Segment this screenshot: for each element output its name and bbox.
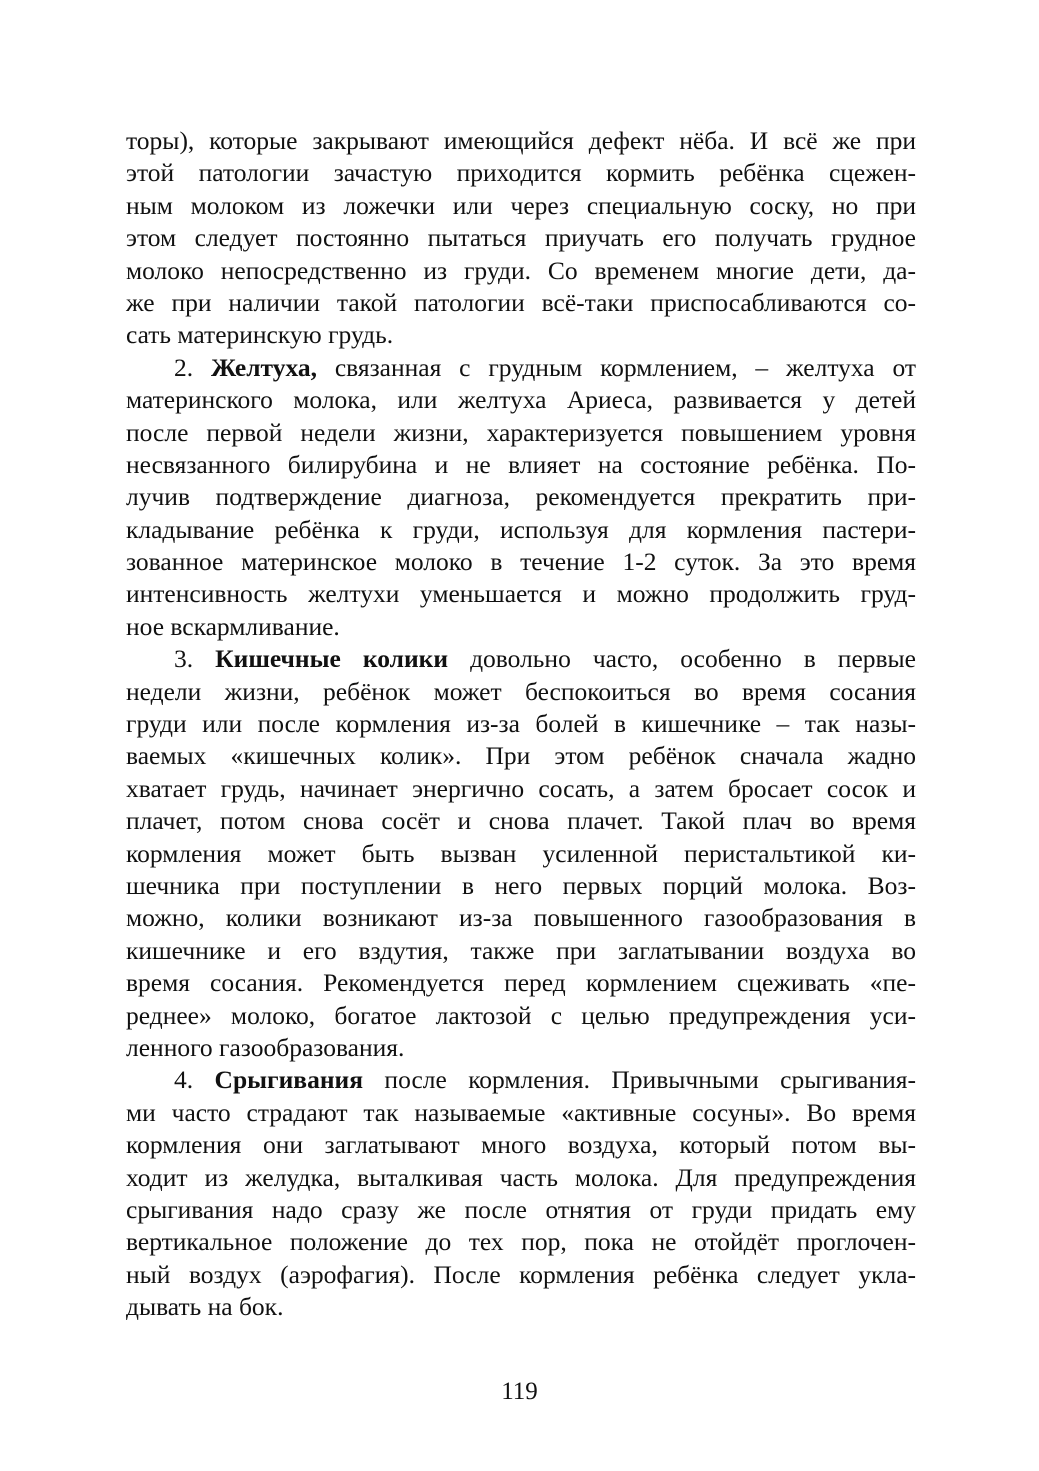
text-line: срыгивания надо сразу же после отнятия от груди придать ему [126,1194,916,1224]
text-line: хватает грудь, начинает энергично сосать, а затем бросает сосок и [126,773,916,803]
item-first-line [126,352,916,384]
continuation-paragraph [126,125,916,352]
text-line: ваемых «кишечных колик». При этом ребёнок сначала жадно [126,741,916,771]
text-line: ное вскармливание. [126,611,340,641]
text-line: реднее» молоко, богатое лактозой с целью предупреждения уси- [126,1000,916,1030]
item-first-line-text: после кормления. Привычными срыгивания- [384,1065,917,1095]
text-line: шечника при поступлении в него первых порций молока. Воз- [126,870,916,900]
text-line: торы), которые закрывают имеющийся дефект нёба. И всё же при [126,126,916,155]
item-first-line-text: довольно часто, особенно в первые [470,644,916,674]
text-line: недели жизни, ребёнок может беспокоиться во время сосания [126,676,916,706]
page-body [126,125,916,1323]
text-line: плачет, потом снова сосёт и снова плачет. Такой плач во время [126,806,916,836]
item-term: Кишечные колики [215,644,449,674]
text-line: ный воздух (аэрофагия). После кормления ребёнка следует укла- [126,1259,916,1289]
list-item-regurgitation [126,1064,916,1323]
text-line: молоко непосредственно из груди. Со временем многие дети, да- [126,255,916,285]
list-item-jaundice [126,352,916,644]
text-line: груди или после кормления из-за болей в кишечнике – так назы- [126,709,916,739]
text-line: кормления может быть вызван усиленной перистальтикой ки- [126,838,916,868]
item-first-line [126,643,916,675]
text-line: кормления они заглатывают много воздуха, который потом вы- [126,1130,916,1160]
text-line: ми часто страдают так называемые «активные сосуны». Во время [126,1097,916,1127]
text-line: этой патологии зачастую приходится кормить ребёнка сцежен- [126,158,916,188]
text-line: материнского молока, или желтуха Ариеса, развивается у детей [126,385,916,415]
text-line: лучив подтверждение диагноза, рекомендуется прекратить при- [126,482,916,512]
text-line: же при наличии такой патологии всё-таки приспосабливаются со- [126,287,916,317]
text-line: после первой недели жизни, характеризуется повышением уровня [126,417,916,447]
item-number: 3. [174,644,194,674]
text-line: время сосания. Рекомендуется перед кормлением сцеживать «пе- [126,968,916,998]
text-line: можно, колики возникают из-за повышенного газообразования в [126,903,916,933]
text-line: этом следует постоянно пытаться приучать его получать грудное [126,223,916,253]
item-term: Желтуха, [210,352,317,382]
text-line: кишечнике и его вздутия, также при заглатывании воздуха во [126,935,916,965]
item-first-line-text: связанная с грудным кормлением, – желтуха от [334,352,917,382]
text-line: дывать на бок. [126,1292,284,1322]
text-line: вертикальное положение до тех пор, пока не отойдёт проглочен- [126,1227,916,1257]
item-first-line [126,1064,916,1096]
text-line: ходит из желудка, выталкивая часть молока. Для предупреждения [126,1162,916,1192]
text-line: интенсивность желтухи уменьшается и можно продолжить груд- [126,579,916,609]
item-term: Срыгивания [214,1065,364,1095]
text-line: зованное материнское молоко в течение 1-2 суток. За это время [126,547,916,577]
text-line: сать материнскую грудь. [126,320,394,350]
item-number: 2. [174,352,194,382]
text-line: кладывание ребёнка к груди, используя для кормления пастери- [126,514,916,544]
item-number: 4. [174,1065,194,1095]
text-line: ным молоком из ложечки или через специальную соску, но при [126,190,916,220]
list-item-colic [126,643,916,1064]
page-number: 119 [501,1378,538,1405]
text-line: ленного газообразования. [126,1032,405,1062]
text-line: несвязанного билирубина и не влияет на состояние ребёнка. По- [126,449,916,479]
